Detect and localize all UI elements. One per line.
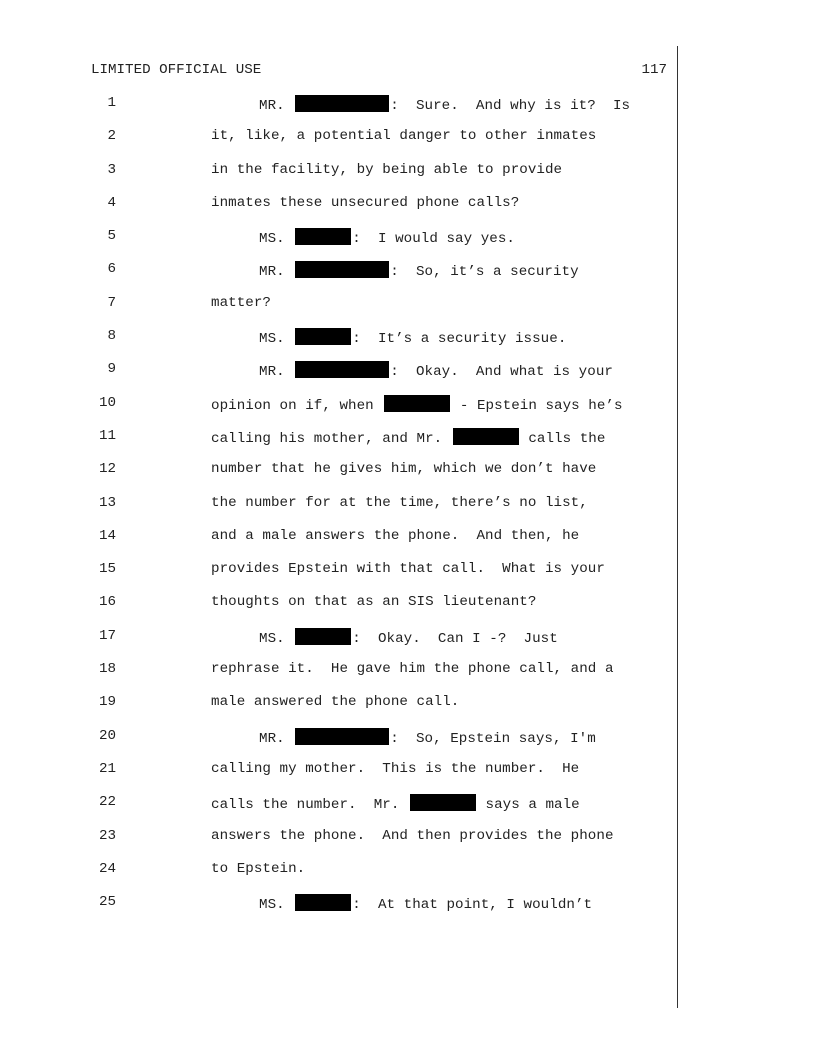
line-text: to Epstein. bbox=[211, 860, 306, 877]
speaker-label: MS. bbox=[259, 231, 285, 248]
line-number: 19 bbox=[98, 694, 116, 711]
transcript-line bbox=[0, 819, 816, 852]
transcript-line bbox=[0, 319, 816, 352]
speaker-label: MR. bbox=[259, 264, 285, 281]
line-number: 3 bbox=[107, 161, 116, 178]
transcript-line bbox=[0, 419, 816, 452]
line-number: 25 bbox=[98, 894, 116, 911]
text-after-redaction: calls the bbox=[519, 430, 606, 447]
line-number: 17 bbox=[98, 627, 116, 644]
transcript-line bbox=[0, 286, 816, 319]
text-before-redaction: calls the number. Mr. bbox=[211, 797, 408, 814]
redaction-box bbox=[384, 395, 450, 412]
transcript-line bbox=[0, 852, 816, 885]
line-text: calling my mother. This is the number. He bbox=[211, 760, 580, 777]
text-after-redaction: says a male bbox=[476, 797, 580, 814]
redaction-box bbox=[295, 328, 351, 345]
spoken-text: : So, Epstein says, I'm bbox=[390, 730, 596, 747]
line-text: inmates these unsecured phone calls? bbox=[211, 194, 520, 211]
transcript-line bbox=[0, 585, 816, 618]
spoken-text: : So, it’s a security bbox=[390, 264, 579, 281]
transcript-line bbox=[0, 486, 816, 519]
redaction-box bbox=[410, 794, 476, 811]
transcript-line bbox=[0, 186, 816, 219]
speaker-label: MR. bbox=[259, 730, 285, 747]
speaker-label: MS. bbox=[259, 630, 285, 647]
line-number: 20 bbox=[98, 727, 116, 744]
line-number: 9 bbox=[107, 361, 116, 378]
redaction-box bbox=[295, 628, 351, 645]
spoken-text: : At that point, I wouldn’t bbox=[352, 897, 593, 914]
transcript-line bbox=[0, 452, 816, 485]
transcript-line bbox=[0, 386, 816, 419]
line-number: 1 bbox=[107, 95, 116, 111]
line-text: in the facility, by being able to provide bbox=[211, 161, 563, 178]
line-number: 12 bbox=[98, 461, 116, 478]
line-text: answers the phone. And then provides the phone bbox=[211, 827, 614, 844]
transcript-line bbox=[0, 119, 816, 152]
line-text: rephrase it. He gave him the phone call, and a bbox=[211, 661, 614, 678]
speaker-line bbox=[259, 894, 592, 913]
speaker-line bbox=[259, 228, 515, 247]
speaker-label: MS. bbox=[259, 331, 285, 348]
transcript-line bbox=[0, 785, 816, 818]
line-text: provides Epstein with that call. What is your bbox=[211, 561, 605, 578]
redaction-box bbox=[295, 728, 389, 745]
redaction-box bbox=[295, 95, 389, 112]
speaker-label: MR. bbox=[259, 98, 285, 114]
text-before-redaction: calling his mother, and Mr. bbox=[211, 430, 451, 447]
redaction-box bbox=[295, 894, 351, 911]
line-number: 6 bbox=[107, 261, 116, 278]
line-text: and a male answers the phone. And then, he bbox=[211, 527, 580, 544]
transcript-line bbox=[0, 219, 816, 252]
line-number: 4 bbox=[107, 194, 116, 211]
speaker-line bbox=[259, 95, 630, 114]
speaker-line bbox=[259, 628, 558, 647]
transcript-line bbox=[0, 619, 816, 652]
line-text: matter? bbox=[211, 294, 271, 311]
line-number: 16 bbox=[98, 594, 116, 611]
speaker-label: MR. bbox=[259, 364, 285, 381]
line-number: 10 bbox=[98, 394, 116, 411]
line-number: 8 bbox=[107, 328, 116, 345]
text-before-redaction: opinion on if, when bbox=[211, 397, 383, 414]
classification-header: LIMITED OFFICIAL USE bbox=[91, 62, 262, 78]
redaction-box bbox=[295, 228, 351, 245]
transcript-line bbox=[0, 86, 816, 119]
transcript-line bbox=[0, 685, 816, 718]
line-number: 11 bbox=[98, 427, 116, 444]
transcript-line bbox=[0, 652, 816, 685]
spoken-text: : Okay. Can I -? Just bbox=[352, 630, 558, 647]
speaker-line bbox=[259, 261, 579, 280]
spoken-text: : Sure. And why is it? Is bbox=[390, 98, 631, 114]
speaker-label: MS. bbox=[259, 897, 285, 914]
line-number: 22 bbox=[98, 794, 116, 811]
line-number: 21 bbox=[98, 760, 116, 777]
line-text: the number for at the time, there’s no list, bbox=[211, 494, 588, 511]
line-number: 2 bbox=[107, 128, 116, 145]
transcript-line bbox=[0, 752, 816, 785]
line-text bbox=[211, 428, 605, 447]
transcript-line bbox=[0, 153, 816, 186]
transcript-line bbox=[0, 352, 816, 385]
transcript-line bbox=[0, 252, 816, 285]
line-number: 15 bbox=[98, 561, 116, 578]
line-text bbox=[211, 794, 580, 813]
line-number: 23 bbox=[98, 827, 116, 844]
spoken-text: : Okay. And what is your bbox=[390, 364, 613, 381]
line-number: 18 bbox=[98, 661, 116, 678]
transcript-line bbox=[0, 719, 816, 752]
line-text: number that he gives him, which we don’t have bbox=[211, 461, 597, 478]
line-number: 5 bbox=[107, 228, 116, 245]
line-number: 14 bbox=[98, 527, 116, 544]
text-after-redaction: - Epstein says he’s bbox=[451, 397, 623, 414]
speaker-line bbox=[259, 361, 613, 380]
page-number: 117 bbox=[641, 62, 667, 78]
line-text: thoughts on that as an SIS lieutenant? bbox=[211, 594, 537, 611]
line-number: 13 bbox=[98, 494, 116, 511]
redaction-box bbox=[295, 261, 389, 278]
spoken-text: : It’s a security issue. bbox=[352, 331, 567, 348]
line-text bbox=[211, 395, 623, 414]
spoken-text: : I would say yes. bbox=[352, 231, 515, 248]
transcript-line bbox=[0, 552, 816, 585]
line-number: 7 bbox=[107, 294, 116, 311]
speaker-line bbox=[259, 328, 566, 347]
line-text: male answered the phone call. bbox=[211, 694, 460, 711]
line-number: 24 bbox=[98, 860, 116, 877]
line-text: it, like, a potential danger to other inmates bbox=[211, 128, 597, 145]
redaction-box bbox=[295, 361, 389, 378]
transcript-line bbox=[0, 519, 816, 552]
transcript-lines bbox=[0, 86, 816, 918]
transcript-line bbox=[0, 885, 816, 918]
redaction-box bbox=[453, 428, 519, 445]
speaker-line bbox=[259, 728, 596, 747]
